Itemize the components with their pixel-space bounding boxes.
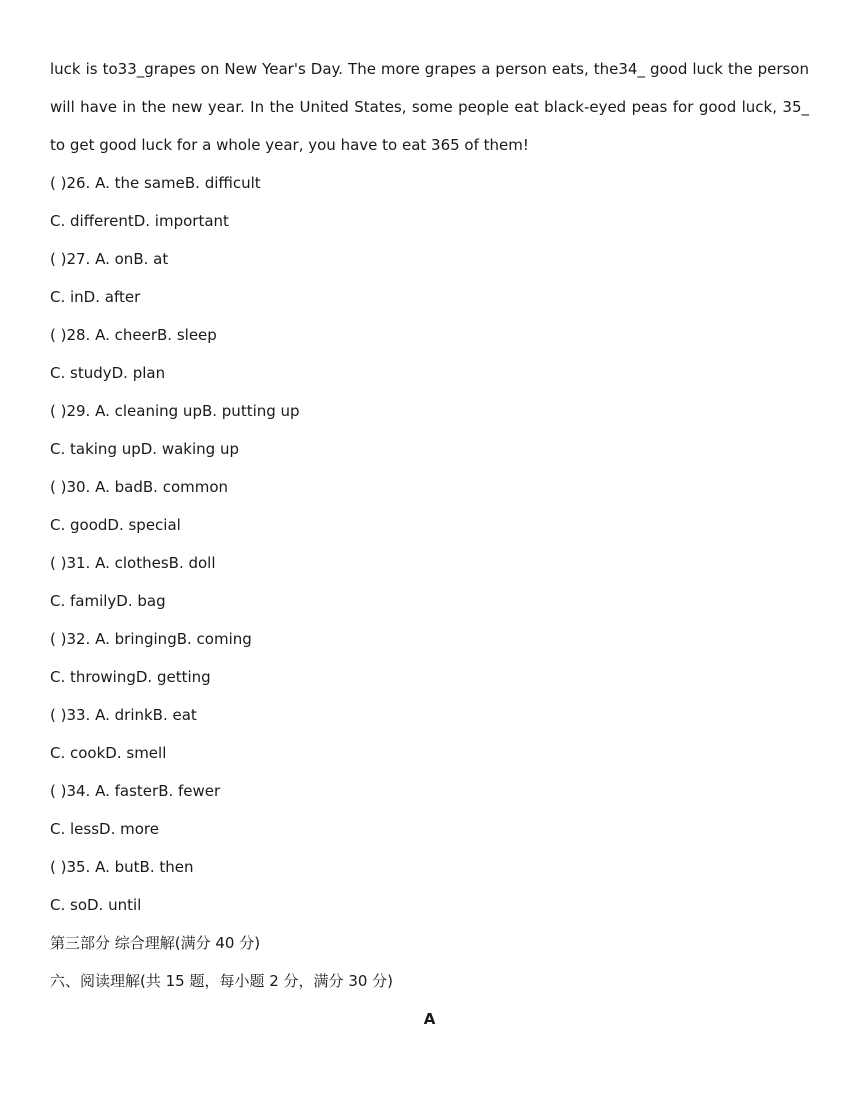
question-item <box>50 848 809 924</box>
question-options-cd: C. cookD. smell <box>50 744 167 762</box>
question-options-cd: C. lessD. more <box>50 820 159 838</box>
question-options-ab: ( )34. A. fasterB. fewer <box>50 782 221 800</box>
question-options-ab: ( )28. A. cheerB. sleep <box>50 326 217 344</box>
question-item <box>50 544 809 620</box>
question-options-ab: ( )30. A. badB. common <box>50 478 229 496</box>
question-item <box>50 240 809 316</box>
question-options-cd: C. taking upD. waking up <box>50 440 239 458</box>
question-options-ab: ( )27. A. onB. at <box>50 250 169 268</box>
question-options-cd: C. soD. until <box>50 896 142 914</box>
question-options-ab: ( )35. A. butB. then <box>50 858 194 876</box>
question-options-ab: ( )33. A. drinkB. eat <box>50 706 197 724</box>
question-item <box>50 164 809 240</box>
question-list <box>50 164 809 924</box>
question-options-cd: C. inD. after <box>50 288 141 306</box>
passage-text: luck is to33_grapes on New Year's Day. The more grapes a person eats, the34_ good luck the person will have in the new year. In the United States, some people eat black-eyed peas for good luck, 35_ to get good luck for a whole year, you have to eat 365 of them! <box>50 60 809 154</box>
question-item <box>50 316 809 392</box>
question-item <box>50 696 809 772</box>
question-options-ab: ( )31. A. clothesB. doll <box>50 554 216 572</box>
passage-label: A <box>423 1010 436 1028</box>
question-options-cd: C. differentD. important <box>50 212 229 230</box>
question-item <box>50 620 809 696</box>
part-title: 第三部分 综合理解(满分 40 分) <box>50 934 261 952</box>
subsection-title: 六、阅读理解(共 15 题，每小题 2 分，满分 30 分) <box>50 972 394 990</box>
question-options-ab: ( )26. A. the sameB. difficult <box>50 174 261 192</box>
question-item <box>50 392 809 468</box>
question-item <box>50 468 809 544</box>
question-options-ab: ( )29. A. cleaning upB. putting up <box>50 402 300 420</box>
question-options-cd: C. goodD. special <box>50 516 181 534</box>
question-item <box>50 772 809 848</box>
question-options-cd: C. throwingD. getting <box>50 668 211 686</box>
question-options-cd: C. familyD. bag <box>50 592 166 610</box>
question-options-cd: C. studyD. plan <box>50 364 166 382</box>
question-options-ab: ( )32. A. bringingB. coming <box>50 630 252 648</box>
document-page <box>50 0 809 1038</box>
